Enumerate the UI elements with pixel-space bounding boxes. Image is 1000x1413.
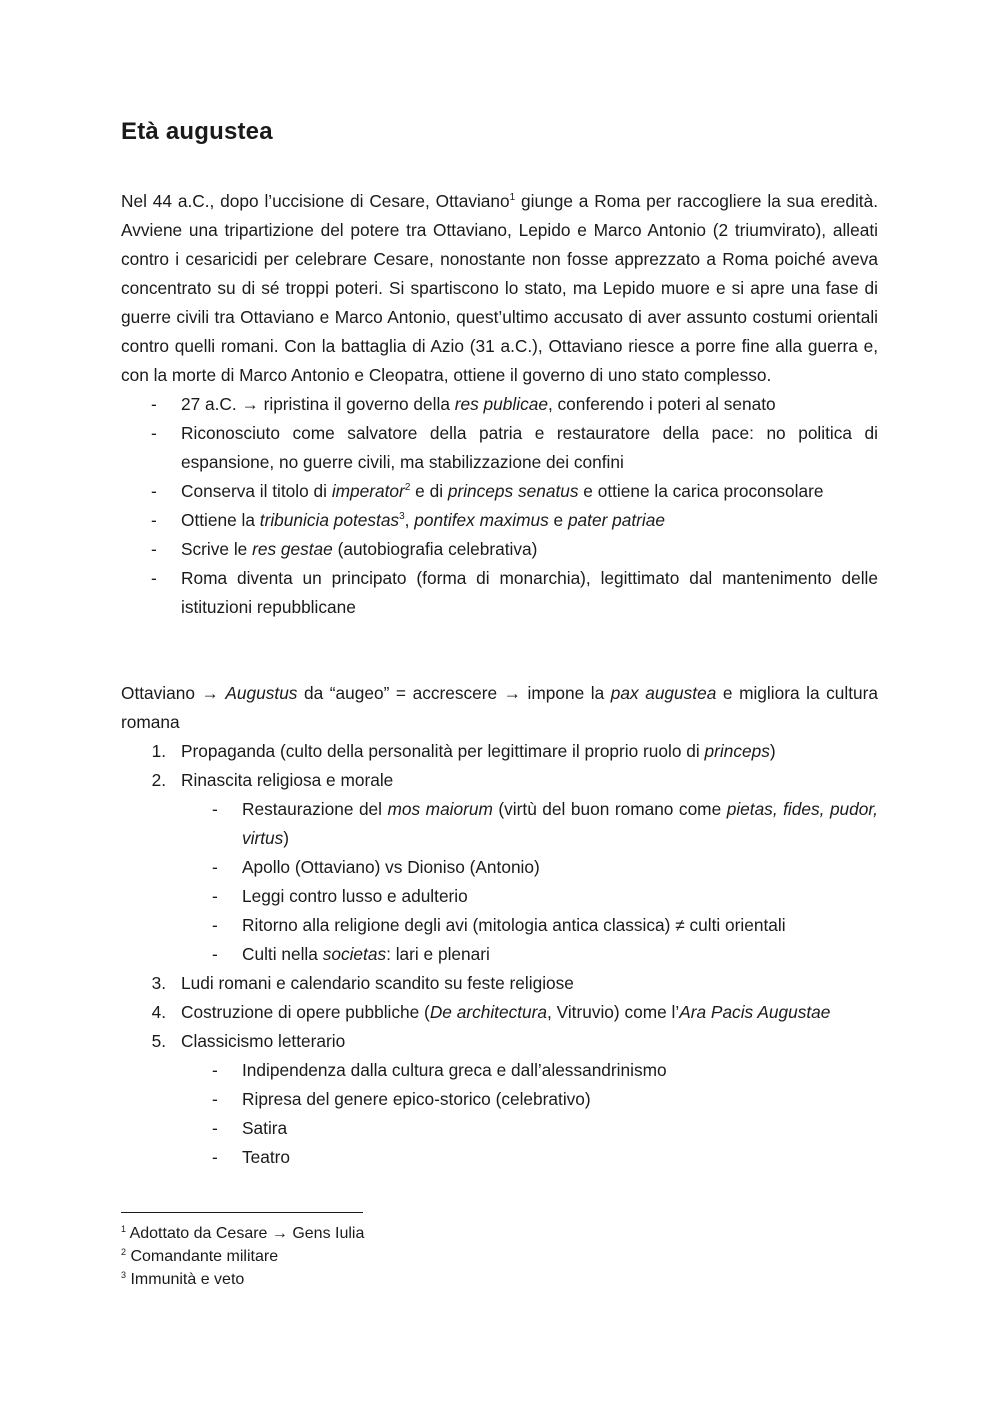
bullet-marker: -	[151, 423, 157, 443]
bullet-marker: -	[212, 915, 218, 935]
bullet-marker: -	[212, 857, 218, 877]
list-item: - Restaurazione del mos maiorum (virtù del buon romano come pietas, fides, pudor, virtus)	[181, 795, 878, 853]
augustus-paragraph: Ottaviano → Augustus da “augeo” = accrescere → impone la pax augustea e migliora la cultura romana	[121, 683, 879, 732]
sub-list-classicism	[121, 1056, 878, 1172]
intro-paragraph: Nel 44 a.C., dopo l’uccisione di Cesare, Ottaviano$^1$ giunge a Roma per raccogliere la sua eredità. Avviene una tripartizione del potere tra Ottaviano, Lepido e Marco Antonio (2 triumvirato), alleati contro i cesaricidi per celebrare Cesare, nonostante non fosse apprezzato a Roma poiché aveva concentrato su di sé troppi poteri. Si spartiscono lo stato, ma Lepido muore e si apre una fase di guerre civili tra Ottaviano e Marco Antonio, quest’ultimo accusato di aver assunto costumi orientali contro quelli romani. Con la battaglia di Azio (31 a.C.), Ottaviano riesce a porre fine alla guerra e, con la morte di Marco Antonio e Cleopatra, ottiene il governo di uno stato complesso.	[121, 191, 878, 385]
list-item: - Indipendenza dalla cultura greca e dall’alessandrinismo	[181, 1056, 878, 1085]
bullet-marker: -	[151, 394, 157, 414]
numbered-list-continued	[121, 969, 878, 1056]
list-item: - Ripresa del genere epico-storico (celebrativo)	[181, 1085, 878, 1114]
list-item: - Teatro	[181, 1143, 878, 1172]
page-title: Età augustea	[121, 118, 273, 145]
footnotes	[121, 1222, 364, 1291]
list-item: - Riconosciuto come salvatore della patria e restauratore della pace: no politica di espansione, no guerre civili, ma stabilizzazione dei confini	[121, 419, 878, 477]
footnote-1: $^1$ Adottato da Cesare → Gens Iulia	[121, 1224, 365, 1242]
list-item: - Conserva il titolo di imperator$^2$ e di princeps senatus e ottiene la carica proconsolare	[121, 477, 878, 506]
list-item: - Culti nella societas: lari e plenari	[181, 940, 878, 969]
bullet-marker: -	[212, 1060, 218, 1080]
bullet-marker: -	[212, 1089, 218, 1109]
footnote-ref-1[interactable]: 1	[509, 192, 516, 203]
footnote-divider	[121, 1212, 363, 1213]
list-item: - Leggi contro lusso e adulterio	[181, 882, 878, 911]
bullet-marker: -	[151, 481, 157, 501]
bullet-marker: -	[212, 1147, 218, 1167]
bullet-marker: -	[151, 539, 157, 559]
list-item: 1. Propaganda (culto della personalità per legittimare il proprio ruolo di princeps)	[151, 741, 776, 761]
bullet-marker: -	[151, 568, 157, 588]
bullet-list	[121, 390, 878, 622]
bullet-marker: -	[212, 799, 218, 819]
bullet-marker: -	[151, 510, 157, 530]
list-item: - Roma diventa un principato (forma di monarchia), legittimato dal mantenimento delle istituzioni repubblicane	[121, 564, 878, 622]
list-item: 4. Costruzione di opere pubbliche (De architectura, Vitruvio) come l’Ara Pacis Augustae	[151, 1002, 831, 1022]
sub-list-religion	[121, 795, 878, 969]
list-item: - Ottiene la tribunicia potestas$^3$, pontifex maximus e pater patriae	[121, 506, 878, 535]
list-item: 5. Classicismo letterario	[151, 1031, 346, 1051]
footnote-2: $^2$ Comandante militare	[121, 1247, 279, 1265]
numbered-list	[121, 737, 878, 795]
bullet-marker: -	[212, 1118, 218, 1138]
footnote-ref-2[interactable]: 2	[404, 482, 411, 493]
bullet-marker: -	[212, 944, 218, 964]
bullet-marker: -	[212, 886, 218, 906]
list-item: - Satira	[181, 1114, 878, 1143]
list-item: - Apollo (Ottaviano) vs Dioniso (Antonio)	[181, 853, 878, 882]
footnote-3: $^3$ Immunità e veto	[121, 1270, 245, 1288]
list-item: - Ritorno alla religione degli avi (mitologia antica classica) ≠ culti orientali	[181, 911, 878, 940]
list-item: 3. Ludi romani e calendario scandito su feste religiose	[151, 973, 574, 993]
footnote-ref-3[interactable]: 3	[399, 511, 405, 522]
list-item: - 27 a.C. → ripristina il governo della res publicae, conferendo i poteri al senato	[121, 390, 878, 419]
list-item: 2. Rinascita religiosa e morale	[151, 770, 394, 790]
list-item: - Scrive le res gestae (autobiografia celebrativa)	[121, 535, 878, 564]
